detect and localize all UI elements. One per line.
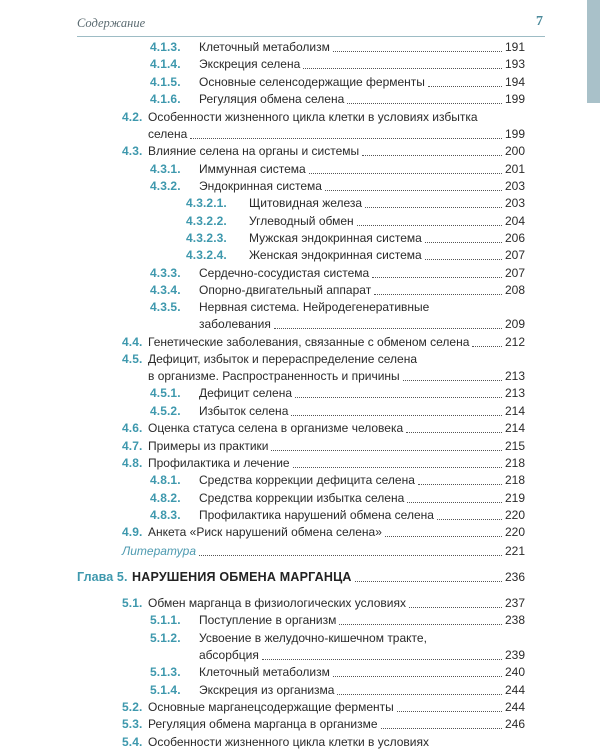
entry-number: 5.1.3. bbox=[150, 665, 181, 679]
entry-page-number: 238 bbox=[504, 613, 525, 627]
entry-page-number: 194 bbox=[504, 75, 525, 89]
entry-page-number: 214 bbox=[504, 421, 525, 435]
entry-number: 4.3.2. bbox=[150, 179, 181, 193]
toc-entry[interactable] bbox=[150, 508, 525, 523]
entry-page-number: 221 bbox=[504, 544, 525, 558]
dot-leader bbox=[365, 207, 502, 208]
toc-entry[interactable] bbox=[150, 300, 525, 315]
entry-title-continued: заболевания bbox=[199, 317, 271, 331]
entry-number: 4.8. bbox=[122, 456, 143, 470]
toc-entry[interactable] bbox=[150, 179, 525, 194]
dot-leader bbox=[437, 519, 502, 520]
entry-title: Экскреция селена bbox=[199, 57, 301, 71]
dot-leader bbox=[425, 242, 502, 243]
entry-title: НАРУШЕНИЯ ОБМЕНА МАРГАНЦА bbox=[132, 570, 352, 584]
dot-leader bbox=[407, 502, 502, 503]
dot-leader bbox=[381, 728, 502, 729]
entry-number: 5.2. bbox=[122, 700, 143, 714]
entry-number: 4.8.2. bbox=[150, 491, 181, 505]
entry-title: Иммунная система bbox=[199, 162, 306, 176]
entry-title: Сердечно-сосудистая система bbox=[199, 266, 370, 280]
entry-page-number: 236 bbox=[504, 570, 525, 584]
dot-leader bbox=[295, 397, 502, 398]
entry-number: 4.5.1. bbox=[150, 386, 181, 400]
dot-leader bbox=[337, 694, 502, 695]
dot-leader bbox=[418, 484, 502, 485]
entry-title: Мужская эндокринная система bbox=[249, 231, 422, 245]
dot-leader bbox=[403, 380, 502, 381]
entry-page-number: 219 bbox=[504, 491, 525, 505]
dot-leader bbox=[397, 711, 502, 712]
entry-title: Влияние селена на органы и системы bbox=[148, 144, 360, 158]
entry-number: 4.4. bbox=[122, 335, 143, 349]
dot-leader bbox=[293, 467, 502, 468]
toc-entry[interactable] bbox=[150, 613, 525, 628]
running-title: Содержание bbox=[77, 16, 146, 30]
toc-entry[interactable] bbox=[122, 335, 525, 350]
dot-leader bbox=[372, 277, 502, 278]
toc-entry[interactable] bbox=[186, 214, 525, 229]
entry-number: 4.3.2.3. bbox=[186, 231, 227, 245]
toc-entry[interactable] bbox=[150, 665, 525, 680]
chapter-heading[interactable] bbox=[77, 570, 525, 585]
entry-title: Клеточный метаболизм bbox=[199, 665, 330, 679]
entry-page-number: 207 bbox=[504, 248, 525, 262]
entry-page-number: 203 bbox=[504, 196, 525, 210]
entry-title: Дефицит, избыток и перераспределение селена bbox=[148, 352, 418, 366]
entry-title: Основные селенсодержащие ферменты bbox=[199, 75, 425, 89]
entry-page-number: 215 bbox=[504, 439, 525, 453]
dot-leader bbox=[190, 138, 502, 139]
dot-leader bbox=[262, 659, 502, 660]
entry-page-number: 240 bbox=[504, 665, 525, 679]
entry-number: 4.1.5. bbox=[150, 75, 181, 89]
entry-number: 5.1.2. bbox=[150, 631, 181, 645]
dot-leader bbox=[271, 450, 501, 451]
dot-leader bbox=[362, 155, 502, 156]
entry-number: 5.1. bbox=[122, 596, 143, 610]
entry-title: Обмен марганца в физиологических условиях bbox=[148, 596, 406, 610]
dot-leader bbox=[357, 225, 502, 226]
entry-number: 4.3.3. bbox=[150, 266, 181, 280]
entry-title: Щитовидная железа bbox=[249, 196, 363, 210]
toc-entry[interactable] bbox=[150, 386, 525, 401]
toc-entry[interactable] bbox=[150, 75, 525, 90]
entry-title-continued: селена bbox=[148, 127, 188, 141]
entry-title: Опорно-двигательный аппарат bbox=[199, 283, 372, 297]
entry-title-continued: абсорбция bbox=[199, 648, 259, 662]
entry-title: Регуляция обмена марганца в организме bbox=[148, 717, 378, 731]
entry-title: Средства коррекции избытка селена bbox=[199, 491, 405, 505]
dot-leader bbox=[303, 68, 502, 69]
entry-title: Усвоение в желудочно-кишечном тракте, bbox=[199, 631, 427, 645]
page-number: 7 bbox=[536, 14, 543, 29]
entry-title: Углеводный обмен bbox=[249, 214, 354, 228]
dot-leader bbox=[409, 607, 502, 608]
entry-page-number: 209 bbox=[504, 317, 525, 331]
entry-title: Поступление в организм bbox=[199, 613, 337, 627]
entry-number: 4.7. bbox=[122, 439, 143, 453]
entry-number: 4.9. bbox=[122, 525, 143, 539]
entry-title: Генетические заболевания, связанные с обменом селена bbox=[148, 335, 470, 349]
entry-number: 4.8.3. bbox=[150, 508, 181, 522]
entry-page-number: 218 bbox=[504, 456, 525, 470]
entry-title: Профилактика нарушений обмена селена bbox=[199, 508, 434, 522]
dot-leader bbox=[199, 555, 502, 556]
toc-entry[interactable] bbox=[122, 700, 525, 715]
toc-entry[interactable] bbox=[122, 144, 525, 159]
toc-entry[interactable] bbox=[150, 404, 525, 419]
toc-entry[interactable] bbox=[122, 735, 525, 750]
entry-number: 4.3.2.1. bbox=[186, 196, 227, 210]
entry-page-number: 220 bbox=[504, 508, 525, 522]
toc-entry[interactable] bbox=[150, 283, 525, 298]
dot-leader bbox=[406, 432, 502, 433]
entry-number: 4.5.2. bbox=[150, 404, 181, 418]
entry-page-number: 218 bbox=[504, 473, 525, 487]
entry-page-number: 193 bbox=[504, 57, 525, 71]
entry-title: Анкета «Риск нарушений обмена селена» bbox=[148, 525, 382, 539]
entry-number: 4.3.1. bbox=[150, 162, 181, 176]
entry-page-number: 246 bbox=[504, 717, 525, 731]
toc-entry[interactable] bbox=[150, 40, 525, 55]
toc-entry[interactable] bbox=[186, 196, 525, 211]
entry-page-number: 208 bbox=[504, 283, 525, 297]
entry-page-number: 244 bbox=[504, 700, 525, 714]
dot-leader bbox=[428, 86, 502, 87]
dot-leader bbox=[325, 190, 502, 191]
dot-leader bbox=[291, 415, 502, 416]
toc-entry[interactable] bbox=[186, 248, 525, 263]
entry-page-number: 239 bbox=[504, 648, 525, 662]
entry-page-number: 207 bbox=[504, 266, 525, 280]
toc-entry-continuation[interactable] bbox=[148, 127, 525, 142]
entry-page-number: 213 bbox=[504, 386, 525, 400]
entry-page-number: 201 bbox=[504, 162, 525, 176]
entry-title: Женская эндокринная система bbox=[249, 248, 422, 262]
entry-title: Основные марганецсодержащие ферменты bbox=[148, 700, 394, 714]
toc-entry[interactable] bbox=[122, 525, 525, 540]
entry-number: 4.8.1. bbox=[150, 473, 181, 487]
entry-number: 4.1.4. bbox=[150, 57, 181, 71]
entry-page-number: 237 bbox=[504, 596, 525, 610]
toc-entry[interactable] bbox=[122, 717, 525, 732]
toc-entry[interactable] bbox=[122, 421, 525, 436]
entry-page-number: 206 bbox=[504, 231, 525, 245]
entry-title: Примеры из практики bbox=[148, 439, 269, 453]
entry-page-number: 220 bbox=[504, 525, 525, 539]
entry-title: Регуляция обмена селена bbox=[199, 92, 345, 106]
dot-leader bbox=[333, 51, 502, 52]
toc-entry[interactable] bbox=[150, 57, 525, 72]
literature-label: Литература bbox=[122, 544, 196, 558]
entry-number: 4.1.3. bbox=[150, 40, 181, 54]
entry-title: Клеточный метаболизм bbox=[199, 40, 330, 54]
entry-number: 5.1.1. bbox=[150, 613, 181, 627]
entry-number: 4.1.6. bbox=[150, 92, 181, 106]
entry-title: Эндокринная система bbox=[199, 179, 322, 193]
dot-leader bbox=[374, 294, 502, 295]
entry-number: 4.5. bbox=[122, 352, 143, 366]
entry-number: 5.3. bbox=[122, 717, 143, 731]
entry-page-number: 213 bbox=[504, 369, 525, 383]
entry-number: 4.6. bbox=[122, 421, 143, 435]
entry-number: 5.4. bbox=[122, 735, 143, 749]
entry-page-number: 212 bbox=[504, 335, 525, 349]
entry-title: Профилактика и лечение bbox=[148, 456, 290, 470]
entry-number: 4.2. bbox=[122, 110, 143, 124]
entry-page-number: 203 bbox=[504, 179, 525, 193]
toc-entry[interactable] bbox=[150, 266, 525, 281]
dot-leader bbox=[425, 259, 502, 260]
entry-title: Особенности жизненного цикла клетки в условиях избытка bbox=[148, 110, 478, 124]
entry-page-number: 244 bbox=[504, 683, 525, 697]
entry-page-number: 204 bbox=[504, 214, 525, 228]
dot-leader bbox=[339, 624, 502, 625]
entry-page-number: 191 bbox=[504, 40, 525, 54]
dot-leader bbox=[355, 581, 502, 582]
entry-title: Экскреция из организма bbox=[199, 683, 335, 697]
entry-page-number: 199 bbox=[504, 92, 525, 106]
toc-entry[interactable] bbox=[122, 596, 525, 611]
toc-entry[interactable] bbox=[122, 352, 525, 367]
toc-entry[interactable] bbox=[122, 110, 525, 125]
toc-entry[interactable] bbox=[150, 162, 525, 177]
entry-number: 4.3.5. bbox=[150, 300, 181, 314]
entry-number: 4.3. bbox=[122, 144, 143, 158]
entry-title: Избыток селена bbox=[199, 404, 289, 418]
toc-entry[interactable] bbox=[122, 439, 525, 454]
entry-number: 4.3.4. bbox=[150, 283, 181, 297]
toc-entry[interactable] bbox=[122, 544, 525, 559]
toc-entry[interactable] bbox=[150, 683, 525, 698]
toc-entry-continuation[interactable] bbox=[148, 369, 525, 384]
entry-number: 4.3.2.4. bbox=[186, 248, 227, 262]
entry-page-number: 214 bbox=[504, 404, 525, 418]
toc-entry-continuation[interactable] bbox=[199, 317, 525, 332]
dot-leader bbox=[309, 173, 502, 174]
dot-leader bbox=[347, 103, 502, 104]
entry-number: 4.3.2.2. bbox=[186, 214, 227, 228]
toc-entry[interactable] bbox=[150, 631, 525, 646]
dot-leader bbox=[333, 676, 502, 677]
dot-leader bbox=[472, 346, 502, 347]
toc-entry[interactable] bbox=[150, 473, 525, 488]
toc-entry[interactable] bbox=[150, 491, 525, 506]
entry-title: Дефицит селена bbox=[199, 386, 293, 400]
toc-entry[interactable] bbox=[186, 231, 525, 246]
entry-title: Нервная система. Нейродегенеративные bbox=[199, 300, 430, 314]
toc-entry[interactable] bbox=[122, 456, 525, 471]
toc-entry[interactable] bbox=[150, 92, 525, 107]
dot-leader bbox=[385, 536, 502, 537]
entry-title: Средства коррекции дефицита селена bbox=[199, 473, 415, 487]
entry-title: Оценка статуса селена в организме человека bbox=[148, 421, 404, 435]
toc-entry-continuation[interactable] bbox=[199, 648, 525, 663]
entry-page-number: 199 bbox=[504, 127, 525, 141]
dot-leader bbox=[274, 328, 502, 329]
entry-number: 5.1.4. bbox=[150, 683, 181, 697]
entry-title: Особенности жизненного цикла клетки в условиях bbox=[148, 735, 429, 749]
entry-number: Глава 5. bbox=[77, 570, 128, 584]
entry-title-continued: в организме. Распространенность и причины bbox=[148, 369, 400, 383]
entry-page-number: 200 bbox=[504, 144, 525, 158]
